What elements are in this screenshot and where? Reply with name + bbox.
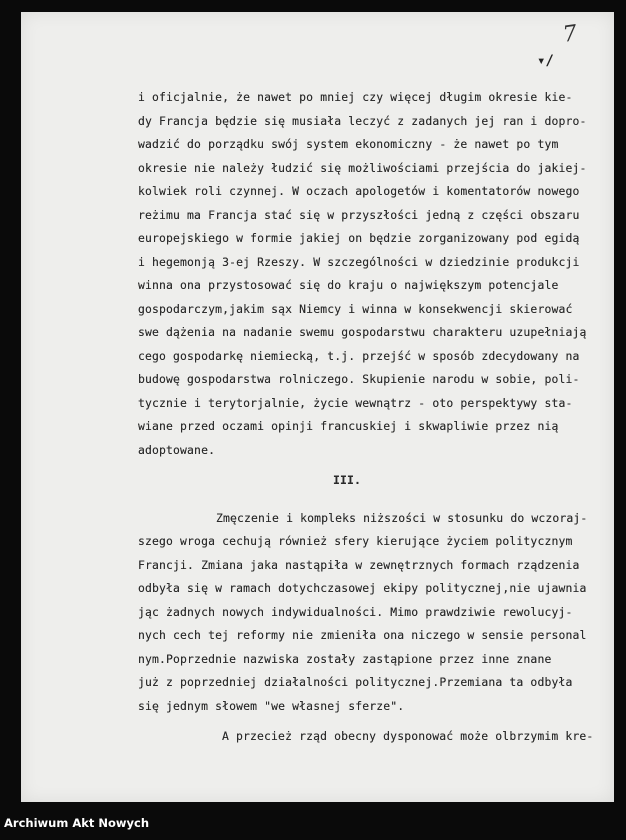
text-line: europejskiego w formie jakiej on będzie zorganizowany pod egidą [138,231,580,245]
text-line: wiane przed oczami opinji francuskiej i skwapliwie przez nią [138,419,559,433]
text-line: A przecież rząd obecny dysponować może olbrzymim kre- [222,729,594,743]
text-line: jąc żadnych nowych indywidualności. Mimo prawdziwie rewolucyj- [138,604,573,619]
text-line: cego gospodarkę niemiecką, t.j. przejść w sposób zdecydowany na [138,348,580,363]
archive-footer-label: Archiwum Akt Nowych [4,816,150,830]
document-body [138,86,618,749]
text-line: gospodarczym,jakim sąx Niemcy i winna w konsekwencji skierować [138,301,573,316]
text-line: Zmęczenie i kompleks niższości w stosunku do wczoraj- [216,510,588,525]
text-line: już z poprzedniej działalności politycznej.Przemiana ta odbyła [138,675,573,689]
text-line: się jednym słowem "we własnej sferze". [138,698,405,713]
page-number: 7 [561,21,579,48]
text-line: wadzić do porządku swój system ekonomiczny - że nawet po tym [138,137,559,151]
text-line: i hegemonją 3-ej Rzeszy. W szczególności w dziedzinie produkcji [138,254,580,269]
text-line: Francji. Zmiana jaka nastąpiła w zewnętrznych formach rządzenia [138,557,580,572]
corner-mark: ▾/ [537,53,554,69]
section-heading: III. [333,473,362,487]
text-line: adoptowane. [138,442,216,457]
text-line: odbyła się w ramach dotychczasowej ekipy politycznej,nie ujawnia [138,581,587,595]
text-line: dy Francja będzie się musiała leczyć z zadanych jej ran i dopro- [138,113,587,128]
text-line: winna ona przystosować się do kraju o największym potencjale [138,278,559,292]
text-line: reżimu ma Francja stać się w przyszłości jedną z części obszaru [138,207,580,222]
text-line: nym.Poprzednie nazwiska zostały zastąpione przez inne znane [138,651,552,666]
text-line: i oficjalnie, że nawet po mniej czy więcej długim okresie kie- [138,90,573,104]
text-line: szego wroga cechują również sfery kierujące życiem politycznym [138,534,573,548]
text-line: swe dążenia na nadanie swemu gospodarstwu charakteru uzupełniają [138,325,587,339]
text-line: nych cech tej reformy nie zmieniła ona niczego w sensie personal [138,628,587,642]
text-line: tycznie i terytorjalnie, życie wewnątrz - oto perspektywy sta- [138,395,573,410]
text-line: budowę gospodarstwa rolniczego. Skupienie narodu w sobie, poli- [138,372,580,386]
text-line: kolwiek roli czynnej. W oczach apologetów i komentatorów nowego [138,184,580,198]
text-line: okresie nie należy łudzić się możliwościami przejścia do jakiej- [138,160,587,175]
